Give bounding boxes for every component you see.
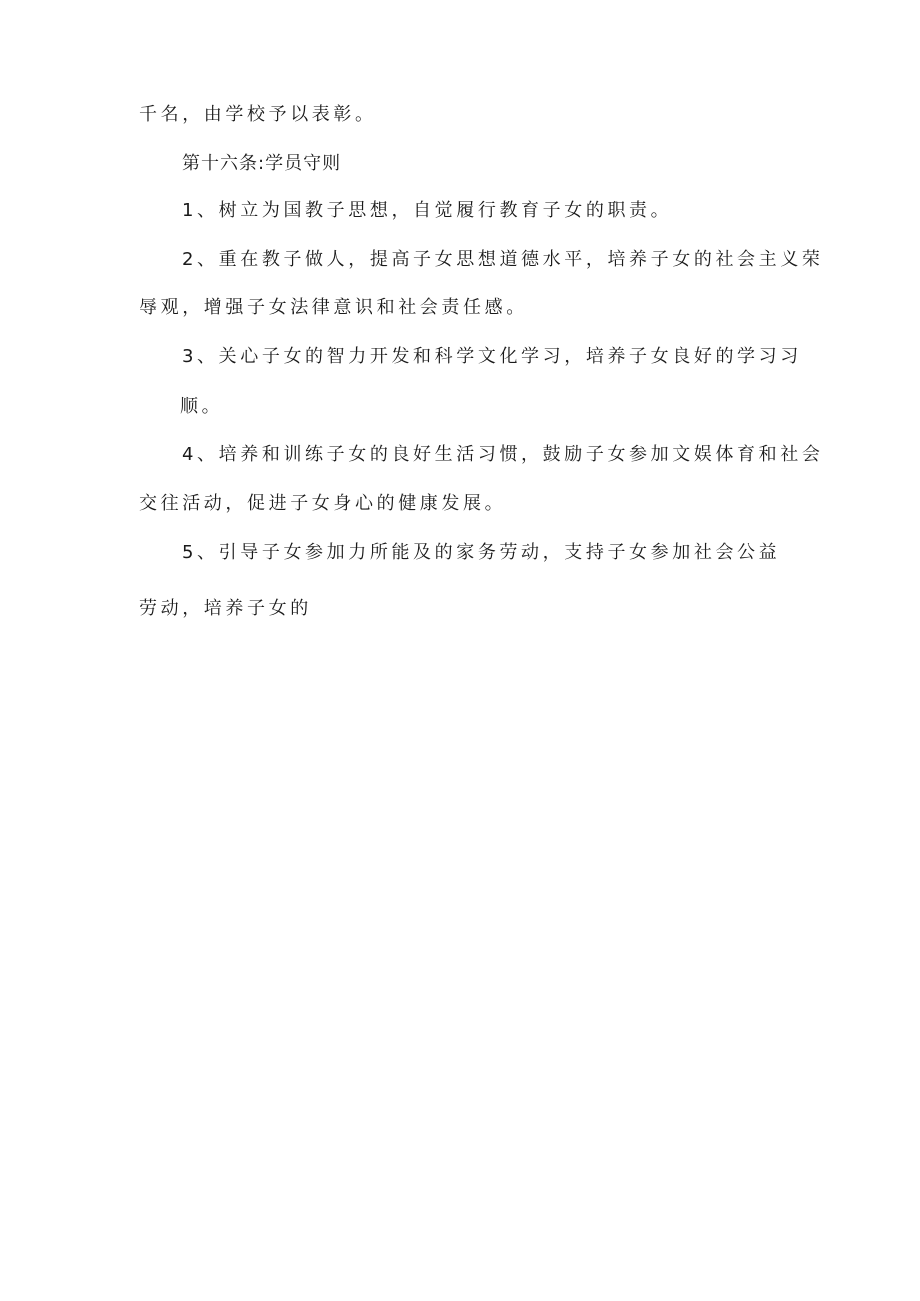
paragraph-continuation-line: 千名，由学校予以表彰。: [139, 104, 377, 125]
rule-item-4: 4、培养和训练子女的良好生活习惯，鼓励子女参加文娱体育和社会: [182, 444, 824, 465]
rule-item-4-continuation: 交往活动，促进子女身心的健康发展。: [139, 493, 507, 514]
article-heading: 第十六条:学员守则: [182, 153, 342, 174]
rule-item-2-continuation: 辱观，增强子女法律意识和社会责任感。: [139, 297, 528, 318]
rule-item-2: 2、重在教子做人，提高子女思想道德水平，培养子女的社会主义荣: [182, 249, 824, 270]
rule-item-1: 1、树立为国教子思想，自觉履行教育子女的职责。: [182, 200, 673, 221]
rule-item-3-continuation: 顺。: [180, 396, 224, 417]
rule-item-3: 3、关心子女的智力开发和科学文化学习，培养子女良好的学习习: [182, 346, 802, 367]
rule-item-5: 5、引导子女参加力所能及的家务劳动，支持子女参加社会公益: [182, 542, 781, 563]
rule-item-5-continuation: 劳动，培养子女的: [139, 598, 312, 619]
